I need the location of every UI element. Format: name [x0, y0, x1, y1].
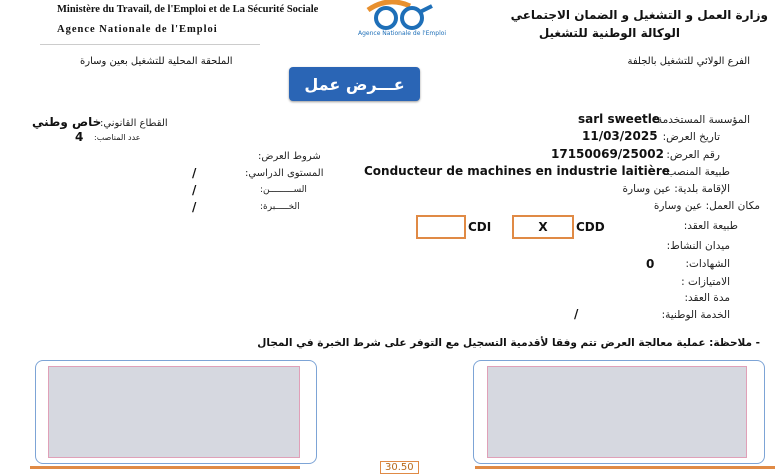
legal-sector-label: القطاع القانوني: [100, 118, 168, 129]
activity-label: ميدان النشاط: [666, 240, 730, 252]
logo-caption: Agence Nationale de l'Emploi [358, 30, 447, 37]
residence-label: الإقامة بلدية: عين وسارة [622, 183, 730, 195]
job-offer-title: عـــرض عمل [289, 67, 420, 101]
contract-label: طبيعة العقد: [683, 220, 738, 232]
workplace-label: مكان العمل: عين وسارة [653, 200, 760, 212]
note-text: - ملاحظة: عملية معالجة العرض تتم وفقا لأقدمية التسجيل مع التوفر على شرط الخبرة في المجال [257, 337, 760, 349]
regional-branch: الفرع الولائي للتشغيل بالجلفة [627, 56, 750, 67]
agency-name-fr: Agence Nationale de l'Emploi [57, 24, 218, 35]
footer-line-right [475, 466, 775, 469]
offer-date-label: تاريخ العرض: [662, 131, 720, 143]
national-service-label: الخدمة الوطنية: [661, 309, 730, 321]
cdi-checkbox [416, 215, 466, 239]
employer-value: sarl sweetle [578, 112, 660, 126]
legal-sector-value: خاص وطني [32, 115, 102, 129]
right-stamp-area [487, 366, 747, 458]
experience-label: الخـــــبرة: [260, 202, 300, 212]
experience-value: / [192, 200, 197, 214]
footer-fee-value: 30.50 [380, 461, 419, 474]
national-service-value: / [574, 307, 579, 321]
privileges-label: الامتيازات : [681, 276, 730, 288]
local-branch: الملحقة المحلية للتشغيل بعين وسارة [80, 56, 233, 67]
positions-value: 4 [75, 130, 84, 144]
agency-name-ar: الوكالة الوطنية للتشغيل [538, 26, 680, 40]
footer-line-left [30, 466, 300, 469]
cdd-checkbox: X [512, 215, 574, 239]
offer-date-value: 11/03/2025 [582, 129, 658, 143]
header-divider [40, 44, 260, 45]
positions-label: عدد المناصب: [94, 133, 141, 142]
job-nature-value: Conducteur de machines en industrie laitière [364, 164, 670, 178]
certificates-value: 0 [646, 257, 655, 271]
job-nature-label: طبيعة المنصب: [662, 166, 730, 178]
ministry-name-fr: Ministère du Travail, de l'Emploi et de La Sécurité Sociale [57, 4, 319, 15]
employer-label: المؤسسة المستخدمة: [653, 114, 750, 126]
conditions-label: شروط العرض: [258, 151, 321, 162]
age-value: / [192, 183, 197, 197]
cdd-label: CDD [576, 220, 605, 234]
age-label: الســـــــــن: [260, 185, 307, 195]
left-stamp-area [48, 366, 300, 458]
cdi-label: CDI [468, 220, 492, 234]
education-label: المستوى الدراسي: [245, 168, 324, 179]
certificates-label: الشهادات: [685, 258, 730, 270]
offer-number-value: 17150069/25002 [551, 147, 664, 161]
duration-label: مدة العقد: [684, 292, 730, 304]
ministry-name-ar: وزارة العمل و التشغيل و الضمان الاجتماعي [510, 8, 768, 22]
education-value: / [192, 166, 197, 180]
offer-number-label: رقم العرض: [666, 149, 720, 161]
